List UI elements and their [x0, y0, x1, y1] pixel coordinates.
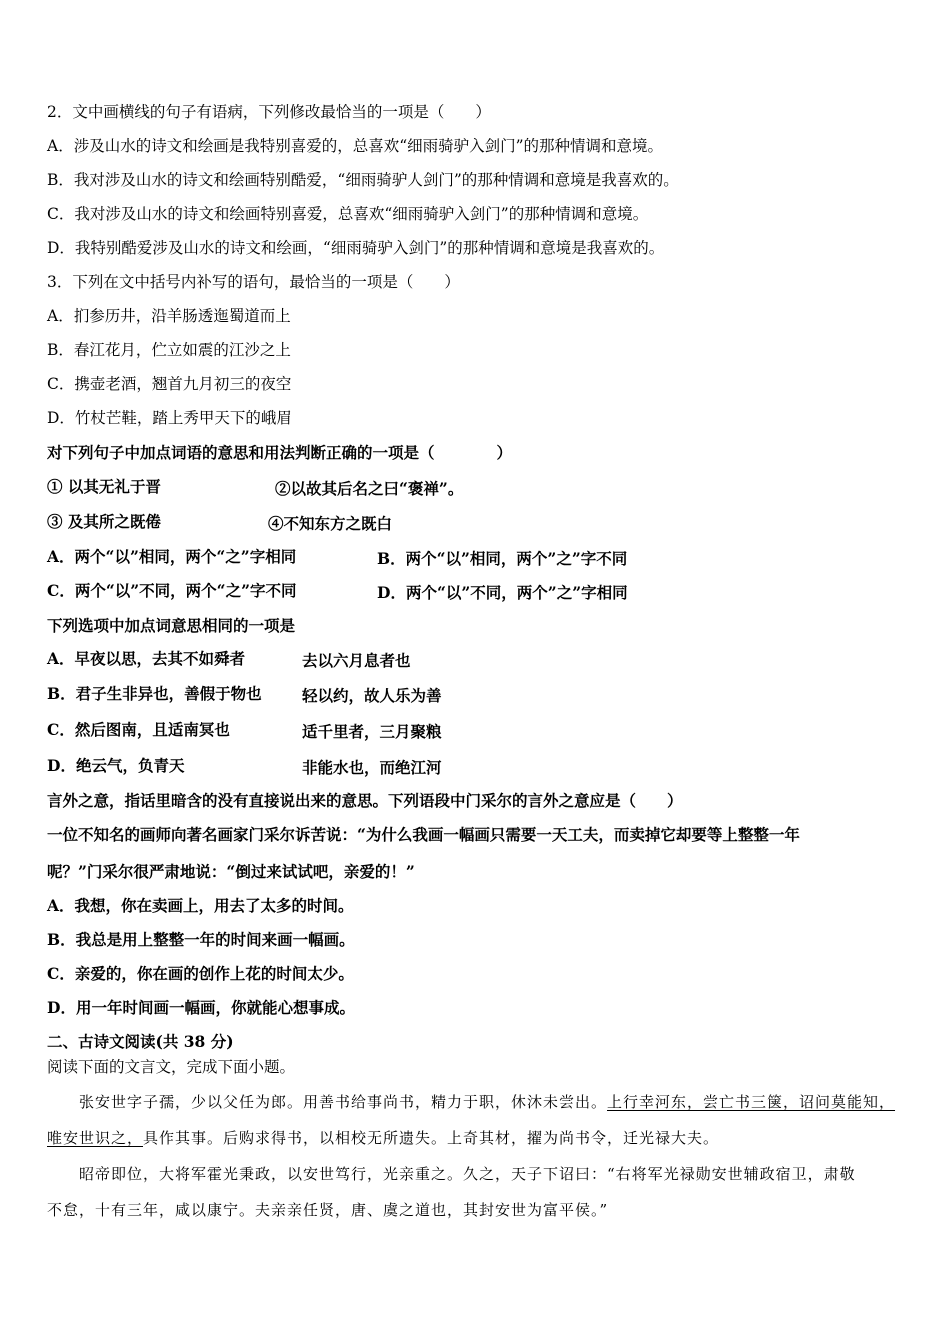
q6-passage-line2: 呢？”门采尔很严肃地说：“倒过来试试吧，亲爱的！” — [47, 862, 415, 881]
q3-option-d: D．竹杖芒鞋，踏上秀甲天下的峨眉 — [47, 409, 292, 427]
q5-option-a-left: A．早夜以思，去其不如舜者 — [47, 649, 246, 668]
q6-stem: 言外之意，指话里暗含的没有直接说出来的意思。下列语段中门采尔的言外之意应是（ ） — [47, 791, 683, 810]
section2-title: 二、古诗文阅读(共 38 分) — [47, 1032, 234, 1051]
q3-stem: 3．下列在文中括号内补写的语句，最恰当的一项是（ ） — [47, 273, 460, 291]
q5-stem: 下列选项中加点词意思相同的一项是 — [47, 616, 296, 635]
q4-option-c: C．两个“以”不同，两个“之”字不同 — [47, 581, 297, 600]
q6-option-d: D．用一年时间画一幅画，你就能心想事成。 — [47, 998, 355, 1017]
q4-sentence-1: ① 以其无礼于晋 — [47, 477, 161, 496]
q5-option-b-right: 轻以约，故人乐为善 — [302, 686, 442, 705]
q5-option-a-right: 去以六月息者也 — [302, 651, 411, 670]
passage-text: 张安世字子孺，少以父任为郎。用善书给事尚书，精力于职，休沐未尝出。 — [79, 1093, 608, 1111]
q4-sentence-4: ④不知东方之既白 — [268, 514, 393, 533]
q2-option-a: A．涉及山水的诗文和绘画是我特别喜爱的，总喜欢“细雨骑驴入剑门”的那种情调和意境。 — [47, 137, 664, 155]
section2-intro: 阅读下面的文言文，完成下面小题。 — [47, 1058, 296, 1076]
q4-option-d: D．两个“以”不同，两个”之”字相同 — [377, 583, 628, 602]
q2-option-b: B．我对涉及山水的诗文和绘画特别酷爱，“细雨骑驴人剑门”的那种情调和意境是我喜欢的。 — [47, 171, 679, 189]
passage-text: 具作其事。后购求得书，以相校无所遗失。上奇其材，擢为尚书令，迁光禄大夫。 — [143, 1129, 720, 1147]
q3-option-c: C．携壶老酒，翘首九月初三的夜空 — [47, 375, 292, 393]
q4-stem: 对下列句子中加点词语的意思和用法判断正确的一项是（ ） — [47, 443, 513, 462]
passage-paragraph-2-line1: 昭帝即位，大将军霍光秉政，以安世笃行，光亲重之。久之，天子下诏曰：“右将军光禄勋安世辅政宿卫，肃敬 — [79, 1165, 856, 1183]
passage-paragraph-1-line2 — [47, 1128, 719, 1148]
q5-option-b-left: B．君子生非异也，善假于物也 — [47, 684, 262, 703]
q4-sentence-2: ②以故其后名之曰“褒禅”。 — [275, 479, 464, 498]
q6-passage-line1: 一位不知名的画师向著名画家门采尔诉苦说：“为什么我画一幅画只需要一天工夫，而卖掉它却要等上整整一年 — [47, 825, 800, 844]
q2-stem: 2．文中画横线的句子有语病，下列修改最恰当的一项是（ ） — [47, 103, 491, 121]
q6-option-a: A．我想，你在卖画上，用去了太多的时间。 — [47, 896, 354, 915]
q5-option-c-left: C．然后图南，且适南冥也 — [47, 720, 230, 739]
q6-option-c: C．亲爱的，你在画的创作上花的时间太少。 — [47, 964, 354, 983]
q4-option-b: B．两个“以”相同，两个”之”字不同 — [377, 549, 628, 568]
underlined-sentence: 上行幸河东，尝亡书三箧，诏问莫能知， — [607, 1093, 896, 1111]
q4-sentence-3: ③ 及其所之既倦 — [47, 512, 161, 531]
passage-paragraph-1-line1 — [79, 1092, 895, 1112]
q2-option-c: C．我对涉及山水的诗文和绘画特别喜爱，总喜欢“细雨骑驴入剑门”的那种情调和意境。 — [47, 205, 649, 223]
q5-option-c-right: 适千里者，三月聚粮 — [302, 722, 442, 741]
passage-paragraph-2-line2: 不怠，十有三年，咸以康宁。夫亲亲任贤，唐、虞之道也，其封安世为富平侯。” — [47, 1201, 609, 1219]
q2-option-d: D．我特别酷爱涉及山水的诗文和绘画，“细雨骑驴入剑门”的那种情调和意境是我喜欢的。 — [47, 239, 665, 257]
q3-option-a: A．扪参历井，沿羊肠透迤蜀道而上 — [47, 307, 291, 325]
q3-option-b: B．春江花月，伫立如震的江沙之上 — [47, 341, 291, 359]
q5-option-d-right: 非能水也，而绝江河 — [302, 758, 442, 777]
underlined-sentence-end: 唯安世识之， — [47, 1129, 144, 1147]
q5-option-d-left: D．绝云气，负青天 — [47, 756, 185, 775]
q6-option-b: B．我总是用上整整一年的时间来画一幅画。 — [47, 930, 355, 949]
q4-option-a: A．两个“以”相同，两个“之”字相同 — [47, 547, 297, 566]
